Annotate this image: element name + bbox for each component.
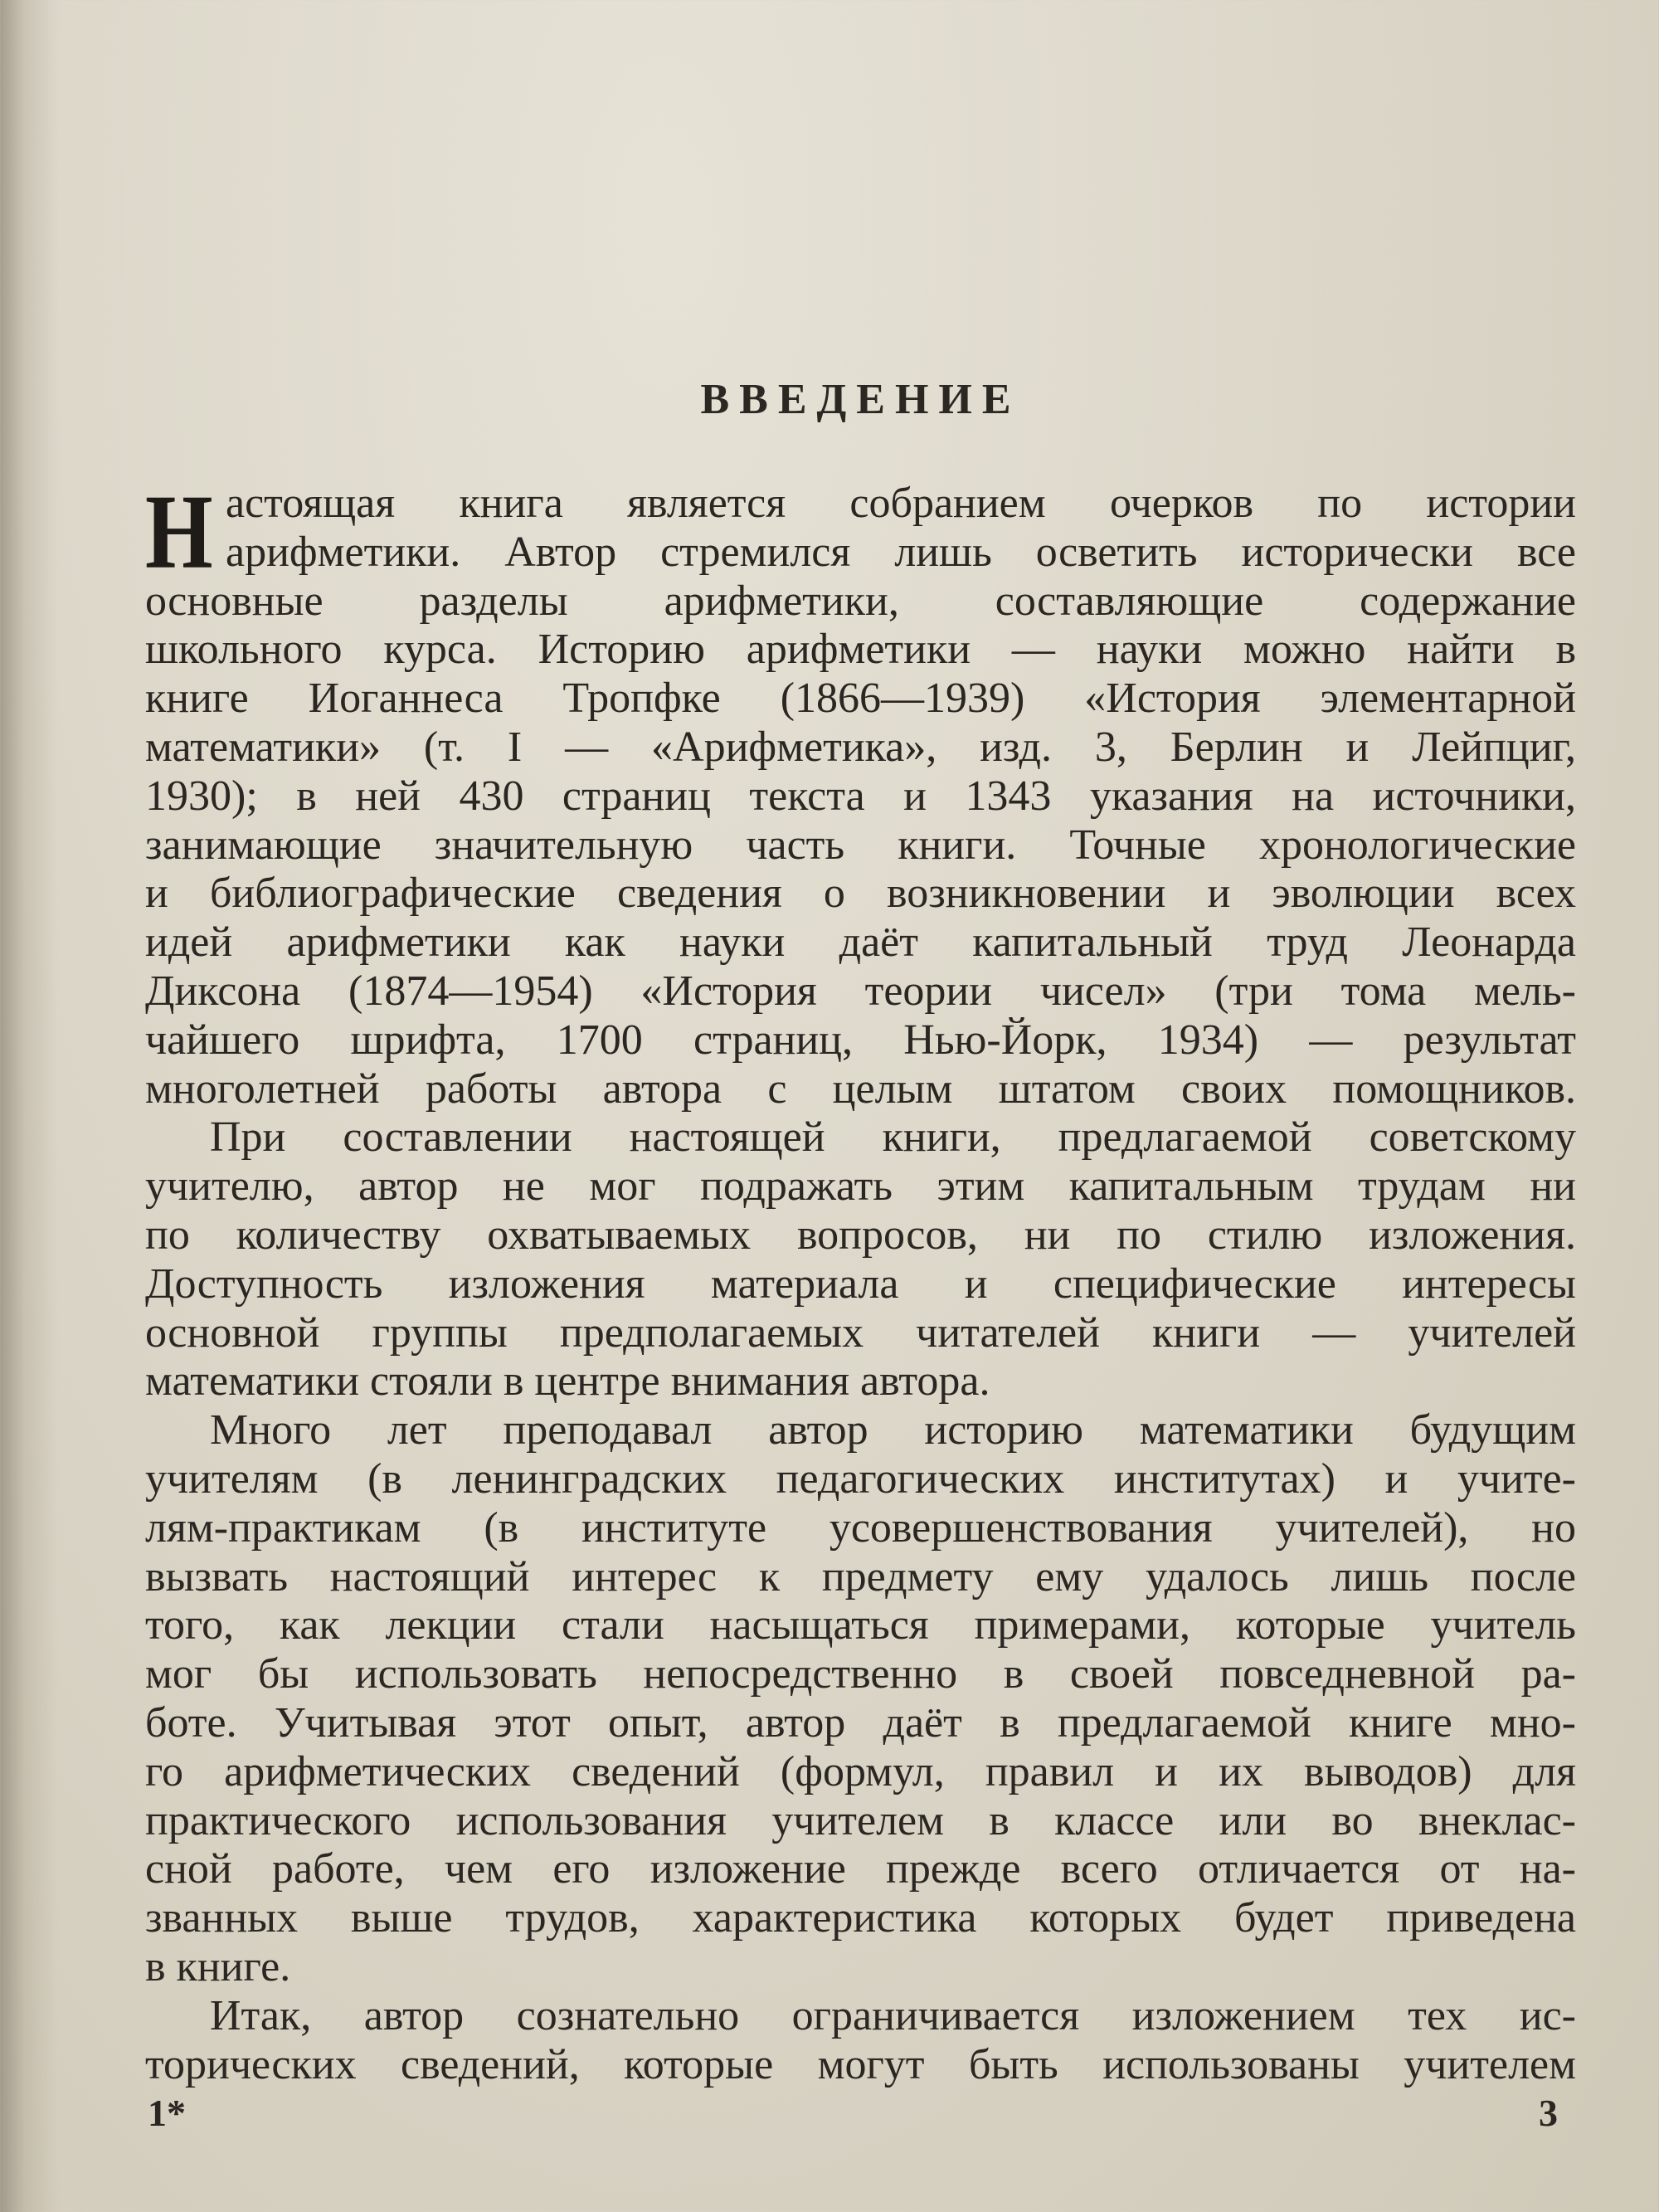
text-line: Итак, автор сознательно ограничивается изложением тех ис-: [210, 1991, 1576, 2039]
page-title: ВВЕДЕНИЕ: [700, 376, 1021, 423]
text-line: математики стояли в центре внимания автора.: [145, 1357, 990, 1406]
text-line: основной группы предполагаемых читателей книги — учителей: [145, 1308, 1576, 1357]
body-text: [145, 473, 1576, 2089]
text-line: книге Иоганнеса Тропфке (1866—1939) «История элементарной: [145, 675, 1576, 723]
text-line: Много лет преподавал автор историю математики будущим: [210, 1406, 1576, 1454]
text-line: учителям (в ленинградских педагогических институтах) и учите-: [145, 1454, 1576, 1503]
text-line: занимающие значительную часть книги. Точные хронологические: [145, 821, 1576, 869]
text-line: в книге.: [145, 1942, 291, 1990]
text-line: торических сведений, которые могут быть использованы учителем: [145, 2040, 1576, 2088]
text-line: многолетней работы автора с целым штатом своих помощников.: [145, 1065, 1576, 1113]
text-line: школьного курса. Историю арифметики — науки можно найти в: [145, 626, 1576, 674]
text-line: званных выше трудов, характеристика которых будет приведена: [145, 1894, 1576, 1942]
text-line: боте. Учитывая этот опыт, автор даёт в предлагаемой книге мно-: [145, 1698, 1576, 1747]
signature-mark: 1*: [148, 2092, 186, 2134]
text-line: мог бы использовать непосредственно в своей повседневной ра-: [145, 1650, 1576, 1698]
text-line: учителю, автор не мог подражать этим капитальным трудам ни: [145, 1162, 1576, 1211]
text-line: вызвать настоящий интерес к предмету ему удалось лишь после: [145, 1552, 1576, 1601]
text-line: астоящая книга является собранием очерков по истории: [226, 480, 1576, 527]
text-line: основные разделы арифметики, составляющие содержание: [145, 577, 1576, 625]
text-line: идей арифметики как науки даёт капитальный труд Леонарда: [145, 918, 1576, 967]
text-line: математики» (т. I — «Арифметика», изд. 3, Берлин и Лейпциг,: [145, 723, 1576, 771]
text-line: арифметики. Автор стремился лишь осветить исторически все: [226, 528, 1576, 576]
page-number: 3: [1539, 2092, 1558, 2134]
text-line: Доступность изложения материала и специфические интересы: [145, 1259, 1576, 1308]
text-line: лям-практикам (в институте усовершенствования учителей), но: [145, 1503, 1576, 1552]
text-line: 1930); в ней 430 страниц текста и 1343 указания на источники,: [145, 772, 1576, 820]
drop-cap: Н: [145, 473, 213, 591]
text-line: Диксона (1874—1954) «История теории чисел» (три тома мель-: [145, 967, 1576, 1015]
text-line: практического использования учителем в классе или во внеклас-: [145, 1796, 1576, 1844]
text-line: по количеству охватываемых вопросов, ни по стилю изложения.: [145, 1211, 1576, 1259]
text-line: При составлении настоящей книги, предлагаемой советскому: [210, 1113, 1576, 1162]
text-line: чайшего шрифта, 1700 страниц, Нью-Йорк, 1934) — результат: [145, 1016, 1576, 1064]
text-line: го арифметических сведений (формул, правил и их выводов) для: [145, 1747, 1576, 1795]
text-line: и библиографические сведения о возникновении и эволюции всех: [145, 870, 1576, 918]
text-line: сной работе, чем его изложение прежде всего отличается от на-: [145, 1845, 1576, 1893]
text-line: того, как лекции стали насыщаться примерами, которые учитель: [145, 1601, 1576, 1649]
